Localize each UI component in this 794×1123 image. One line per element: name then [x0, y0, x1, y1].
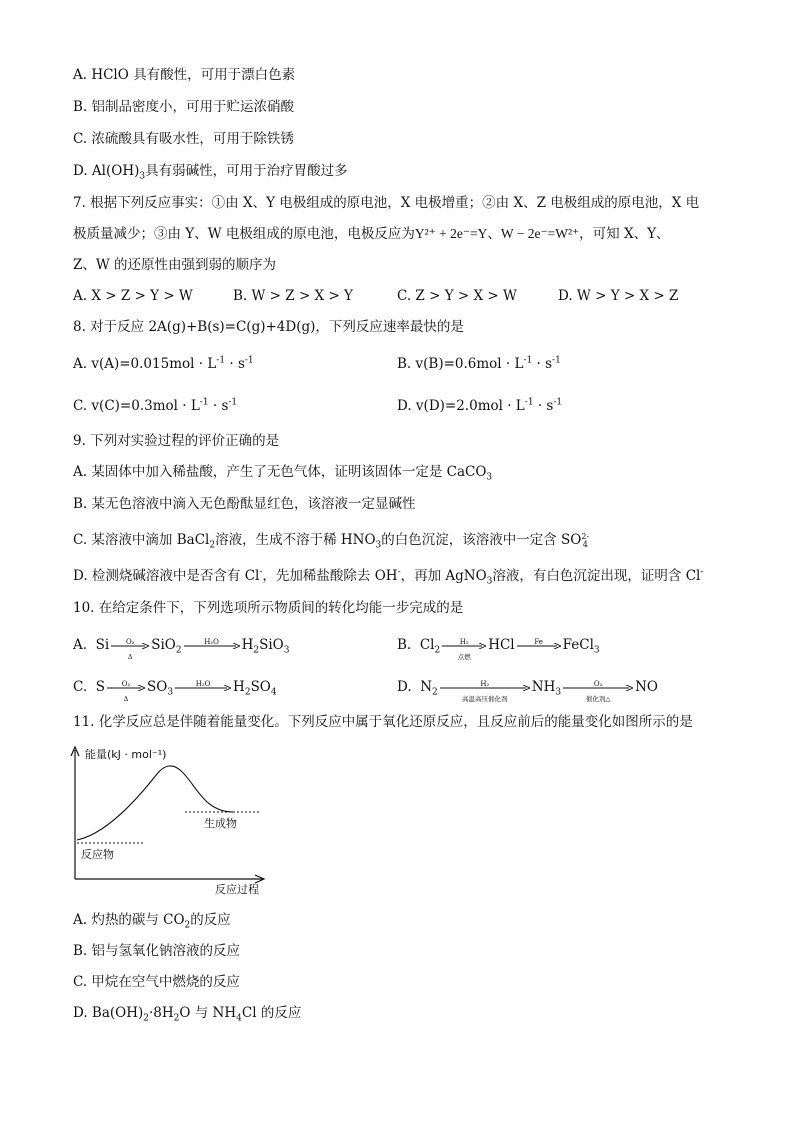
q7-stem-line3: Z、W 的还原性由强到弱的顺序为 — [73, 257, 277, 273]
q9-c-pre: C. 某溶液中滴加 BaCl — [73, 532, 210, 548]
q10-stem: 10. 在给定条件下，下列选项所示物质间的转化均能一步完成的是 — [73, 600, 464, 616]
q8-option-a — [73, 355, 254, 373]
q11-option-c: C. 甲烷在空气中燃烧的反应 — [73, 974, 240, 990]
q9-d-sup3: - — [700, 567, 704, 578]
q10-b-label: B. — [397, 637, 412, 653]
q10-c-c1-top: O₂ — [121, 679, 131, 688]
graph-y-label: 能量(kJ · mol⁻¹) — [85, 748, 167, 761]
q8-option-b — [397, 355, 561, 373]
q10-option-a — [73, 636, 290, 661]
q10-a-s3: H — [241, 637, 254, 653]
q10-a-s3-sub2: 3 — [283, 645, 290, 656]
q10-b-arrow2 — [517, 637, 561, 649]
q6-option-b: B. 铝制品密度小，可用于贮运浓硝酸 — [73, 99, 295, 115]
q10-a-s1: Si — [95, 637, 110, 653]
q9-option-b: B. 某无色溶液中滴入无色酚酞显红色，该溶液一定显碱性 — [73, 496, 416, 512]
q10-a-arrow2 — [184, 637, 240, 649]
q8-c-text: C. v(C)=0.3mol · L — [73, 398, 200, 414]
q10-b-s2: HCl — [488, 637, 515, 653]
q9-d-mid: ，先加稀盐酸除去 OH — [262, 568, 398, 584]
q9-c-sup: 2- — [581, 531, 590, 541]
q8-b-text: B. v(B)=0.6mol · L — [397, 356, 524, 372]
q7-option-d: D. W > Y > X > Z — [558, 288, 679, 304]
q9-d-mid2: ，再加 AgNO — [400, 568, 487, 584]
q8-d-text: D. v(D)=2.0mol · L — [397, 398, 525, 414]
q9-c-post: 的白色沉淀，该溶液中一定含 SO — [381, 532, 582, 548]
q9-option-d — [73, 567, 703, 585]
q8-c-sup1: -1 — [199, 397, 209, 408]
q10-d-s2: NH — [531, 679, 556, 695]
q11-option-b: B. 铝与氢氧化钠溶液的反应 — [73, 943, 241, 959]
q6-option-c: C. 浓硫酸具有吸水性，可用于除铁锈 — [73, 131, 294, 147]
q10-b-s1: Cl — [419, 637, 435, 653]
q8-c-sup2: -1 — [228, 397, 238, 408]
q10-d-c2-top: O₂ — [593, 679, 603, 688]
q11-a-sub: 2 — [184, 920, 191, 931]
q7-equation-w: W − 2e⁻=W²⁺ — [500, 226, 580, 241]
q7-option-b: B. W > Z > X > Y — [233, 288, 353, 304]
q7-stem-line1: 7. 根据下列反应事实：①由 X、Y 电极组成的原电池，X 电极增重；②由 X、Z 电极组成的原电池，X 电 — [73, 195, 700, 211]
q9-d-sub: 3 — [486, 576, 493, 587]
q8-d-sup1: -1 — [524, 397, 534, 408]
q10-c-s3-post: SO — [250, 679, 271, 695]
q6-option-d — [73, 162, 348, 180]
q7-option-a: A. X > Z > Y > W — [73, 288, 193, 304]
q10-c-label: C. — [73, 679, 88, 695]
q10-a-label: A. — [73, 637, 88, 653]
q10-a-s3-post: SiO — [259, 637, 284, 653]
q10-d-s1-sub: 2 — [432, 687, 438, 698]
q10-d-label: D. — [397, 679, 412, 695]
q6-d-pre: D. Al(OH) — [73, 163, 140, 179]
q9-a-sub: 3 — [486, 472, 493, 483]
q10-b-s3-sub: 3 — [593, 645, 600, 656]
q10-c-s3: H — [233, 679, 245, 695]
q8-a-text: A. v(A)=0.015mol · L — [73, 356, 217, 372]
q10-b-c1-bot: 点燃 — [457, 652, 471, 661]
q7-option-c: C. Z > Y > X > W — [397, 288, 517, 304]
q9-option-c — [73, 531, 589, 549]
q10-d-s2-sub: 3 — [555, 687, 562, 698]
q11-option-a — [73, 911, 231, 929]
q10-c-arrow1 — [107, 679, 145, 703]
q10-d-c1-bot: 高温高压催化剂 — [462, 694, 508, 703]
q9-d-sup2: - — [397, 567, 401, 578]
graph-x-label: 反应过程 — [215, 883, 259, 896]
q10-a-c1-top: O₂ — [125, 637, 135, 646]
q11-a-pre: A. 灼热的碳与 CO — [73, 912, 185, 928]
q10-b-s3: FeCl — [562, 637, 594, 653]
q8-c-unit: · s — [208, 398, 229, 414]
q9-c-sub: 2 — [209, 540, 216, 551]
q11-d-mid2: O 与 NH — [179, 1005, 237, 1021]
q10-a-s2: SiO — [151, 637, 176, 653]
q10-a-c1-bot: Δ — [127, 652, 133, 661]
q10-a-s2-sub: 2 — [175, 645, 182, 656]
q6-d-sub: 3 — [139, 171, 146, 182]
q8-d-unit: · s — [533, 398, 554, 414]
q9-stem: 9. 下列对实验过程的评价正确的是 — [73, 433, 280, 449]
q11-d-sub1: 2 — [143, 1013, 150, 1024]
q11-d-sub3: 4 — [236, 1013, 242, 1024]
q8-b-unit: · s — [532, 356, 553, 372]
q10-b-s1-sub: 2 — [434, 645, 441, 656]
q10-d-arrow2 — [563, 679, 633, 703]
q9-option-a — [73, 463, 492, 481]
q10-d-s1: N — [420, 679, 433, 695]
q10-option-d — [397, 678, 658, 703]
q10-b-arrow1 — [442, 637, 486, 661]
q10-option-b — [397, 636, 600, 661]
q8-d-sup2: -1 — [553, 397, 563, 408]
q10-a-c2-top: H₂O — [204, 637, 219, 646]
q9-d-pre: D. 检测烧碱溶液中是否含有 Cl — [73, 568, 260, 584]
q9-c-sub2: 3 — [375, 540, 382, 551]
q9-c-mid: 溶液，生成不溶于稀 HNO — [215, 532, 376, 548]
q10-c-s2-sub: 3 — [167, 687, 174, 698]
q10-c-s3-sub2: 4 — [270, 687, 277, 698]
q10-b-c1-top: H₂ — [459, 637, 469, 646]
q10-d-arrow1 — [440, 679, 530, 703]
q8-a-sup1: -1 — [216, 355, 226, 366]
q8-b-sup1: -1 — [523, 355, 533, 366]
q9-c-ion-charge — [581, 533, 589, 549]
q10-c-s2: SO — [146, 679, 168, 695]
q10-c-s1: S — [95, 679, 105, 695]
q9-d-sup1: - — [259, 567, 263, 578]
q11-d-mid: ·8H — [149, 1005, 174, 1021]
q9-a-text: A. 某固体中加入稀盐酸，产生了无色气体，证明该固体一定是 CaCO — [73, 464, 487, 480]
q10-b-c2-top: Fe — [534, 637, 543, 646]
q10-c-c1-bot: Δ — [123, 694, 129, 703]
q8-stem: 8. 对于反应 2A(g)+B(s)=C(g)+4D(g)，下列反应速率最快的是 — [73, 319, 464, 335]
energy-diagram — [65, 742, 295, 897]
q10-c-arrow2 — [175, 679, 231, 691]
q10-d-c2-bot: 催化剂△ — [585, 694, 611, 703]
q7-line2-mid: 、 — [487, 226, 501, 242]
q7-stem-line2 — [73, 225, 670, 243]
q8-option-c — [73, 397, 237, 415]
q10-c-s3-sub: 2 — [244, 687, 251, 698]
q8-a-unit: · s — [225, 356, 245, 372]
q10-a-s3-sub: 2 — [253, 645, 260, 656]
q10-d-s3: NO — [635, 679, 658, 695]
q10-a-arrow1 — [111, 637, 149, 661]
q7-line2-post: ，可知 X、Y、 — [579, 226, 670, 242]
q9-d-post: 溶液，有白色沉淀出现，证明含 Cl — [492, 568, 701, 584]
q8-b-sup2: -1 — [552, 355, 561, 366]
q11-option-d — [73, 1004, 301, 1022]
graph-reactant-label: 反应物 — [81, 848, 114, 861]
graph-product-label: 生成物 — [204, 817, 237, 830]
q11-stem: 11. 化学反应总是伴随着能量变化。下列反应中属于氧化还原反应，且反应前后的能量变化如图所示的是 — [73, 714, 693, 730]
q6-d-post: 具有弱碱性，可用于治疗胃酸过多 — [145, 163, 348, 179]
q8-option-d — [397, 397, 562, 415]
q11-d-post: Cl 的反应 — [241, 1005, 302, 1021]
q10-d-c1-top: H₂ — [480, 679, 490, 688]
q10-c-c2-top: H₂O — [195, 679, 211, 688]
q6-option-a: A. HClO 具有酸性，可用于漂白色素 — [73, 67, 296, 83]
q8-a-sup2: -1 — [244, 355, 254, 366]
q11-a-post: 的反应 — [190, 912, 231, 928]
q9-c-sub3: 4 — [582, 539, 588, 549]
q11-d-pre: D. Ba(OH) — [73, 1005, 144, 1021]
q7-line2-pre: 极质量减少；③由 Y、W 电极组成的原电池，电极反应为 — [73, 226, 415, 242]
q10-option-c — [73, 678, 277, 703]
q7-equation-y: Y²⁺ + 2e⁻=Y — [414, 226, 488, 241]
q11-d-sub2: 2 — [173, 1013, 180, 1024]
